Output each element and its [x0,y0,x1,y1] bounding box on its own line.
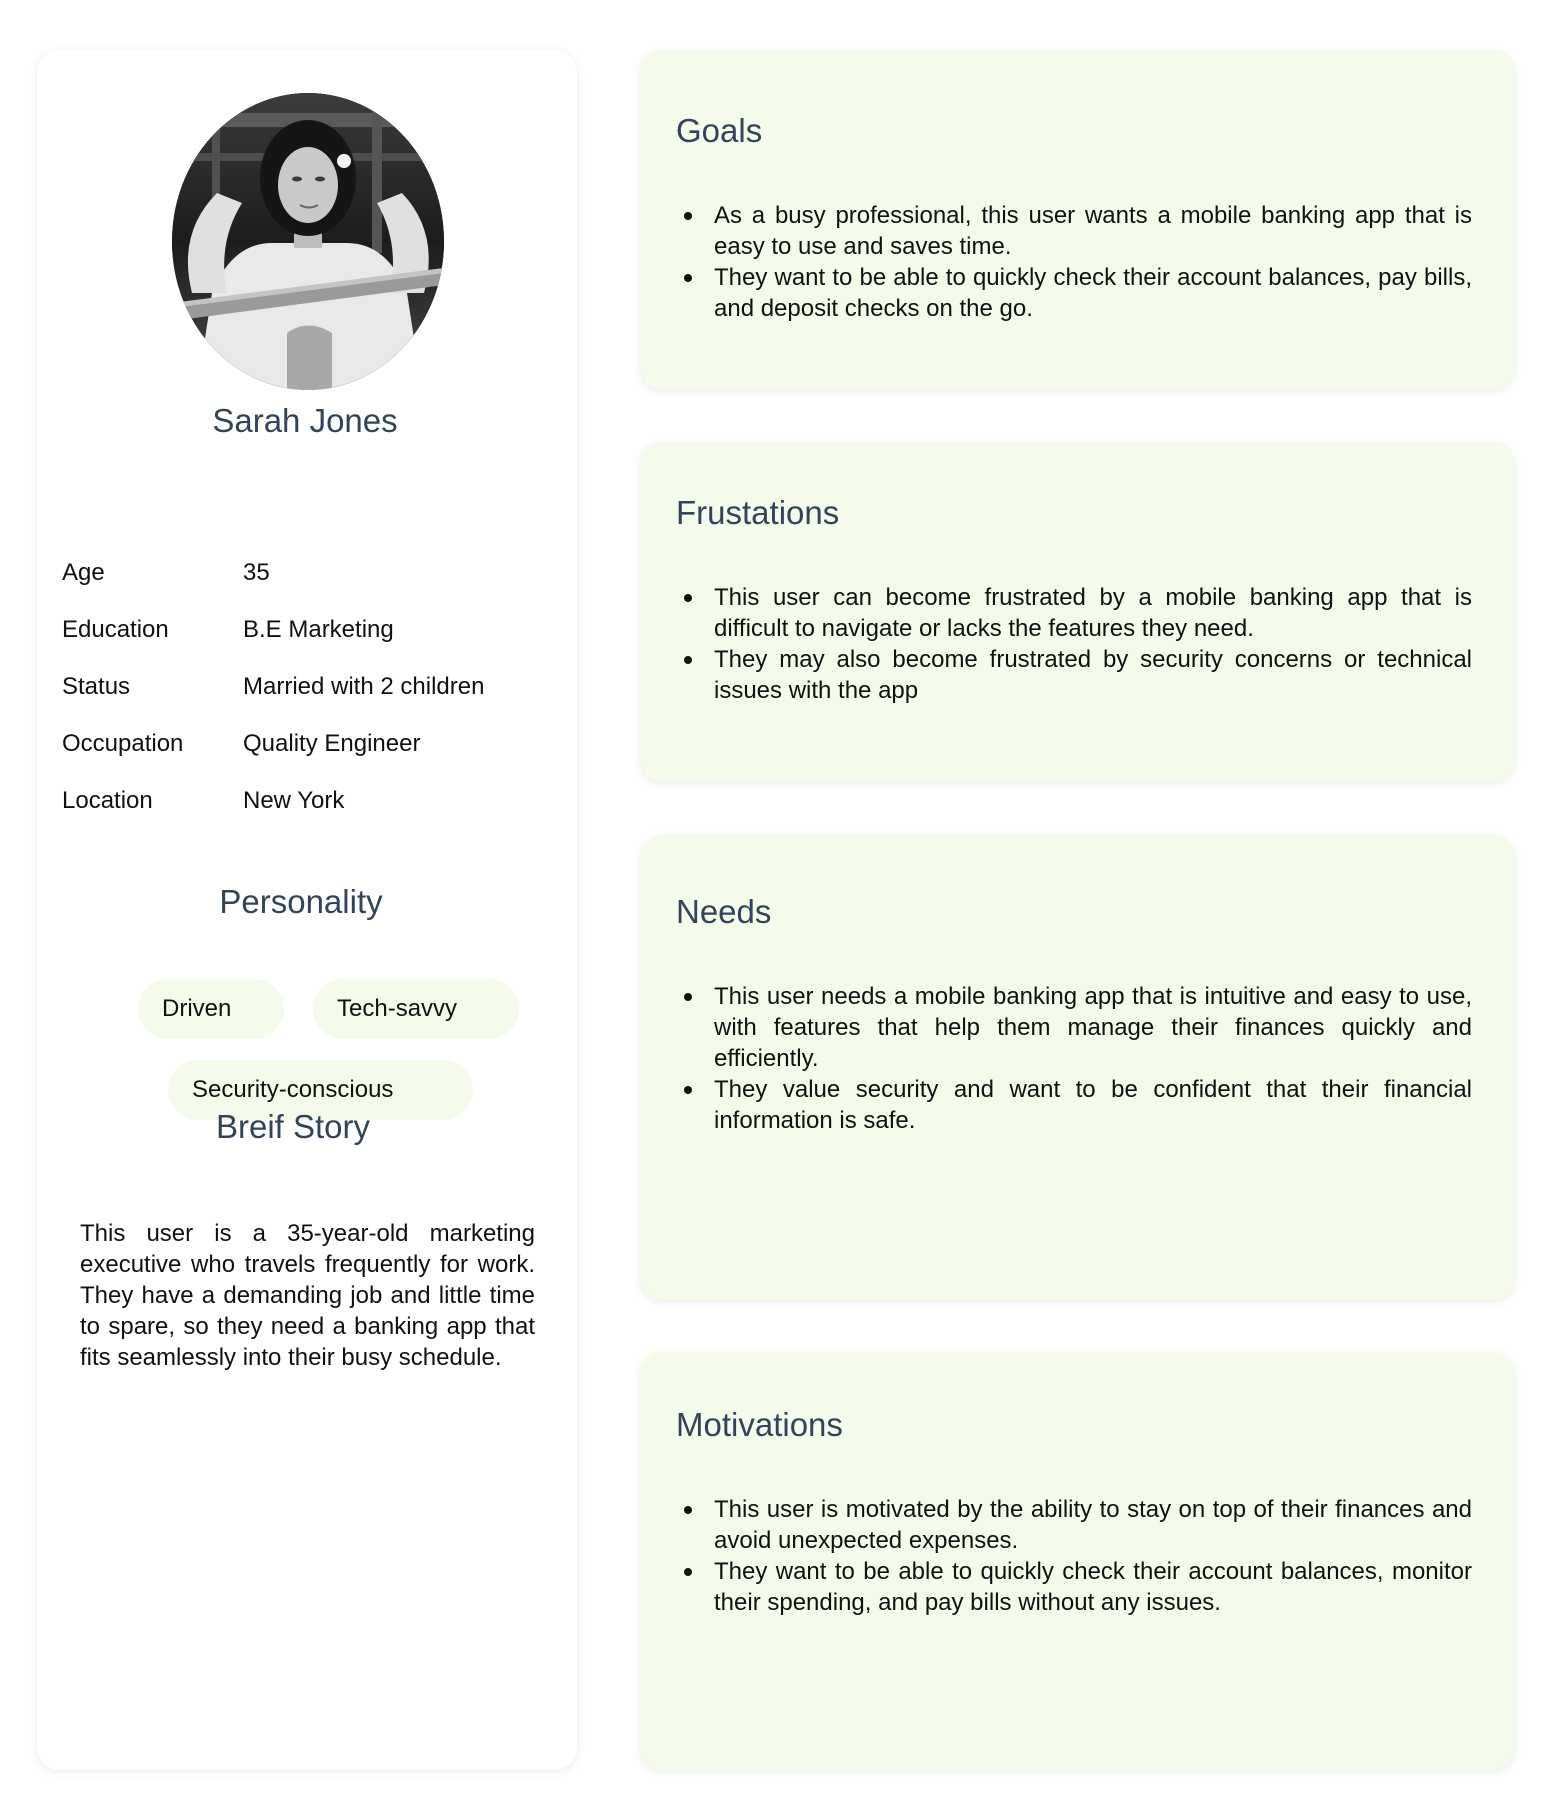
detail-label: Occupation [62,730,184,757]
detail-value: Married with 2 children [243,673,485,700]
motivations-list [714,1494,1472,1618]
needs-list [714,981,1472,1136]
detail-label: Education [62,616,169,643]
detail-value: New York [243,787,345,814]
bullet-icon [684,274,692,282]
motivations-card [640,1352,1515,1770]
bullet-icon [684,212,692,220]
goals-list [714,200,1472,324]
frustrations-list [714,582,1472,706]
detail-row-occupation [62,730,562,787]
list-item-text: This user can become frustrated by a mobile banking app that is difficult to navigate or lacks the features they need. [714,584,1472,642]
bullet-icon [684,1568,692,1576]
list-item-text: This user is motivated by the ability to stay on top of their finances and avoid unexpected expenses. [714,1496,1472,1554]
bullet-icon [684,594,692,602]
detail-row-education [62,616,562,673]
avatar [172,93,444,390]
detail-value: Quality Engineer [243,730,421,757]
list-item [714,200,1472,262]
detail-row-age [62,559,562,616]
bullet-icon [684,1506,692,1514]
bullet-icon [684,993,692,1001]
list-item [714,1074,1472,1136]
goals-card [640,50,1515,390]
profile-name: Sarah Jones [212,402,398,439]
trait-chip-tech-savvy: Tech-savvy [313,979,519,1039]
detail-label: Age [62,559,105,586]
list-item-text: They want to be able to quickly check their account balances, monitor their spending, and pay bills without any issues. [714,1558,1472,1616]
detail-row-status [62,673,562,730]
list-item [714,1494,1472,1556]
story-heading: Breif Story [215,1108,371,1145]
detail-label: Status [62,673,131,700]
bullet-icon [684,1086,692,1094]
trait-chip-driven: Driven [138,979,284,1039]
needs-title: Needs [676,893,772,930]
personality-heading: Personality [219,883,383,920]
goals-title: Goals [676,112,763,149]
list-item [714,644,1472,706]
list-item-text: This user needs a mobile banking app that is intuitive and easy to use, with features that help them manage their finances quickly and efficiently. [714,983,1472,1072]
bullet-icon [684,656,692,664]
story-text: This user is a 35-year-old marketing executive who travels frequently for work. They have a demanding job and little time to spare, so they need a banking app that fits seamlessly into their busy schedule. [80,1220,535,1371]
list-item-text: They want to be able to quickly check their account balances, pay bills, and deposit checks on the go. [714,264,1472,322]
needs-card [640,835,1515,1300]
list-item [714,981,1472,1074]
list-item [714,262,1472,324]
list-item-text: They may also become frustrated by security concerns or technical issues with the app [714,646,1472,704]
profile-card [37,50,577,1770]
detail-value: B.E Marketing [243,616,394,643]
list-item-text: They value security and want to be confident that their financial information is safe. [714,1076,1472,1134]
list-item [714,1556,1472,1618]
detail-label: Location [62,787,153,814]
avatar-photo [172,93,444,390]
list-item [714,582,1472,644]
detail-value: 35 [243,559,270,586]
frustrations-card [640,442,1515,782]
trait-chip-security-conscious: Security-conscious [168,1060,473,1120]
detail-row-location [62,787,562,844]
frustrations-title: Frustations [676,494,840,531]
profile-details [62,559,562,844]
list-item-text: As a busy professional, this user wants a mobile banking app that is easy to use and saves time. [714,202,1472,260]
motivations-title: Motivations [676,1406,843,1443]
